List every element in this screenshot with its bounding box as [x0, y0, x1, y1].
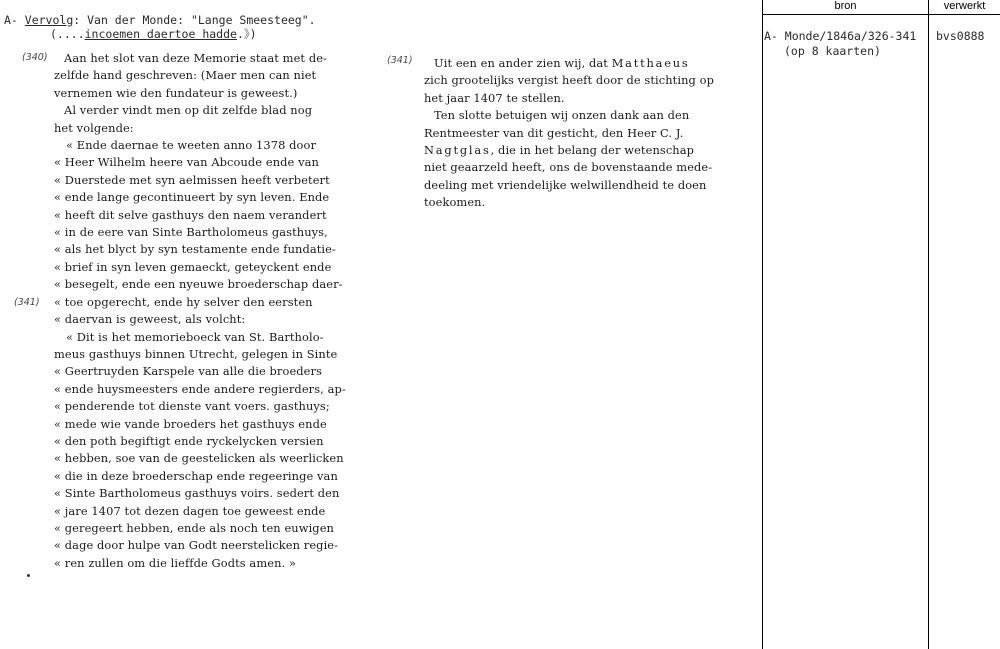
text-line: deeling met vriendelijke welwillendheid te doen	[424, 177, 707, 192]
header-subtitle	[50, 26, 257, 42]
text-line: « Geertruyden Karspele van alle die broeders	[54, 364, 323, 379]
margin-note-341-left: (341)	[14, 297, 40, 308]
table-header-rule	[762, 14, 1000, 15]
text-line: « mede wie vande broeders het gasthuys ende	[54, 416, 327, 431]
name-nagtglas: Nagtglas	[424, 143, 491, 158]
margin-note-341-right: (341)	[387, 55, 413, 66]
text-line: « besegelt, ende een nyeuwe broederschap daer-	[54, 277, 343, 292]
text-line: « brief in syn leven gemaeckt, geteyckent ende	[54, 259, 332, 274]
bron-note: (op 8 kaarten)	[784, 44, 881, 58]
text-line: « als het blyct by syn testamente ende fundatie-	[54, 242, 336, 257]
text-line: het volgende:	[54, 120, 134, 135]
text-line: Rentmeester van dit gesticht, den Heer C. J.	[424, 125, 684, 140]
text-line: meus gasthuys binnen Utrecht, gelegen in Sinte	[54, 346, 338, 361]
text-line: « Ende daernae te weeten anno 1378 door	[66, 138, 316, 153]
margin-note-340: (340)	[22, 52, 48, 63]
header-subtitle-open: (....	[50, 27, 85, 41]
text-line: « den poth begiftigt ende ryckelycken versien	[54, 433, 324, 448]
text-line: « Duerstede met syn aelmissen heeft verbetert	[54, 172, 330, 187]
column-header-bron: bron	[834, 0, 857, 12]
text-line: « penderende tot dienste vant voers. gasthuys;	[54, 399, 330, 414]
text-line: « toe opgerecht, ende hy selver den eersten	[54, 294, 313, 309]
text-line: « daervan is geweest, als volcht:	[54, 312, 246, 327]
text-line	[424, 55, 734, 72]
header-subtitle-close: .》)	[236, 27, 257, 41]
text-line: zelfde hand geschreven: (Maer men can niet	[54, 68, 317, 83]
right-text-column	[424, 55, 734, 212]
text-line: « Heer Wilhelm heere van Abcoude ende van	[54, 155, 319, 170]
text-line: « ende lange gecontinueert by syn leven. Ende	[54, 190, 330, 205]
stray-dot	[27, 574, 30, 577]
text-line	[424, 142, 734, 159]
text-span: Uit een en ander zien wij, dat	[434, 56, 612, 70]
verwerkt-value: bvs0888	[936, 29, 985, 43]
table-border-middle	[928, 0, 929, 649]
text-line: Al verder vindt men op dit zelfde blad nog	[64, 103, 313, 118]
text-line: « in de eere van Sinte Bartholomeus gasthuys,	[54, 225, 328, 240]
text-line: vernemen wie den fundateur is geweest.)	[54, 85, 298, 100]
left-text-column	[54, 50, 364, 572]
text-line: « ende huysmeesters ende andere regierders, ap-	[54, 381, 346, 396]
text-span: , die in het belang der wetenschap	[490, 143, 695, 158]
text-line: Ten slotte betuigen wij onzen dank aan den	[434, 108, 690, 123]
text-line: « jare 1407 tot dezen dagen toe geweest ende	[54, 503, 326, 518]
header-title-rest: : Van der Monde: "Lange Smeesteeg".	[73, 13, 316, 27]
text-line: « heeft dit selve gasthuys den naem verandert	[54, 207, 327, 222]
table-border-left	[762, 0, 763, 649]
text-line: niet geaarzeld heeft, ons de bovenstaande mede-	[424, 160, 713, 175]
name-matthaeus: Matthaeus	[611, 56, 690, 70]
text-line: Aan het slot van deze Memorie staat met de-	[64, 51, 328, 65]
bron-value: A- Monde/1846a/326-341	[764, 29, 917, 43]
text-line: « Dit is het memorieboeck van St. Bartholo-	[66, 329, 324, 344]
header-vervolg: Vervolg	[24, 13, 74, 27]
column-header-verwerkt: verwerkt	[943, 0, 986, 12]
text-line: « dage door hulpe van Godt neerstelicken regie-	[54, 538, 339, 553]
text-line: « hebben, soe van de geestelicken als weerlicken	[54, 451, 344, 466]
header-title	[4, 13, 316, 27]
text-line: « die in deze broederschap ende regeeringe van	[54, 468, 338, 483]
text-line: « Sinte Bartholomeus gasthuys voirs. sedert den	[54, 486, 340, 501]
text-line: toekomen.	[424, 195, 486, 210]
text-line: zich grootelijks vergist heeft door de stichting op	[424, 73, 714, 88]
header-prefix: A-	[4, 13, 25, 27]
text-line: het jaar 1407 te stellen.	[424, 90, 565, 105]
text-line: « ren zullen om die lieffde Godts amen. »	[54, 555, 297, 570]
text-line: « geregeert hebben, ende als noch ten euwigen	[54, 520, 334, 535]
header-subtitle-underlined: incoemen daertoe hadde	[84, 27, 237, 41]
